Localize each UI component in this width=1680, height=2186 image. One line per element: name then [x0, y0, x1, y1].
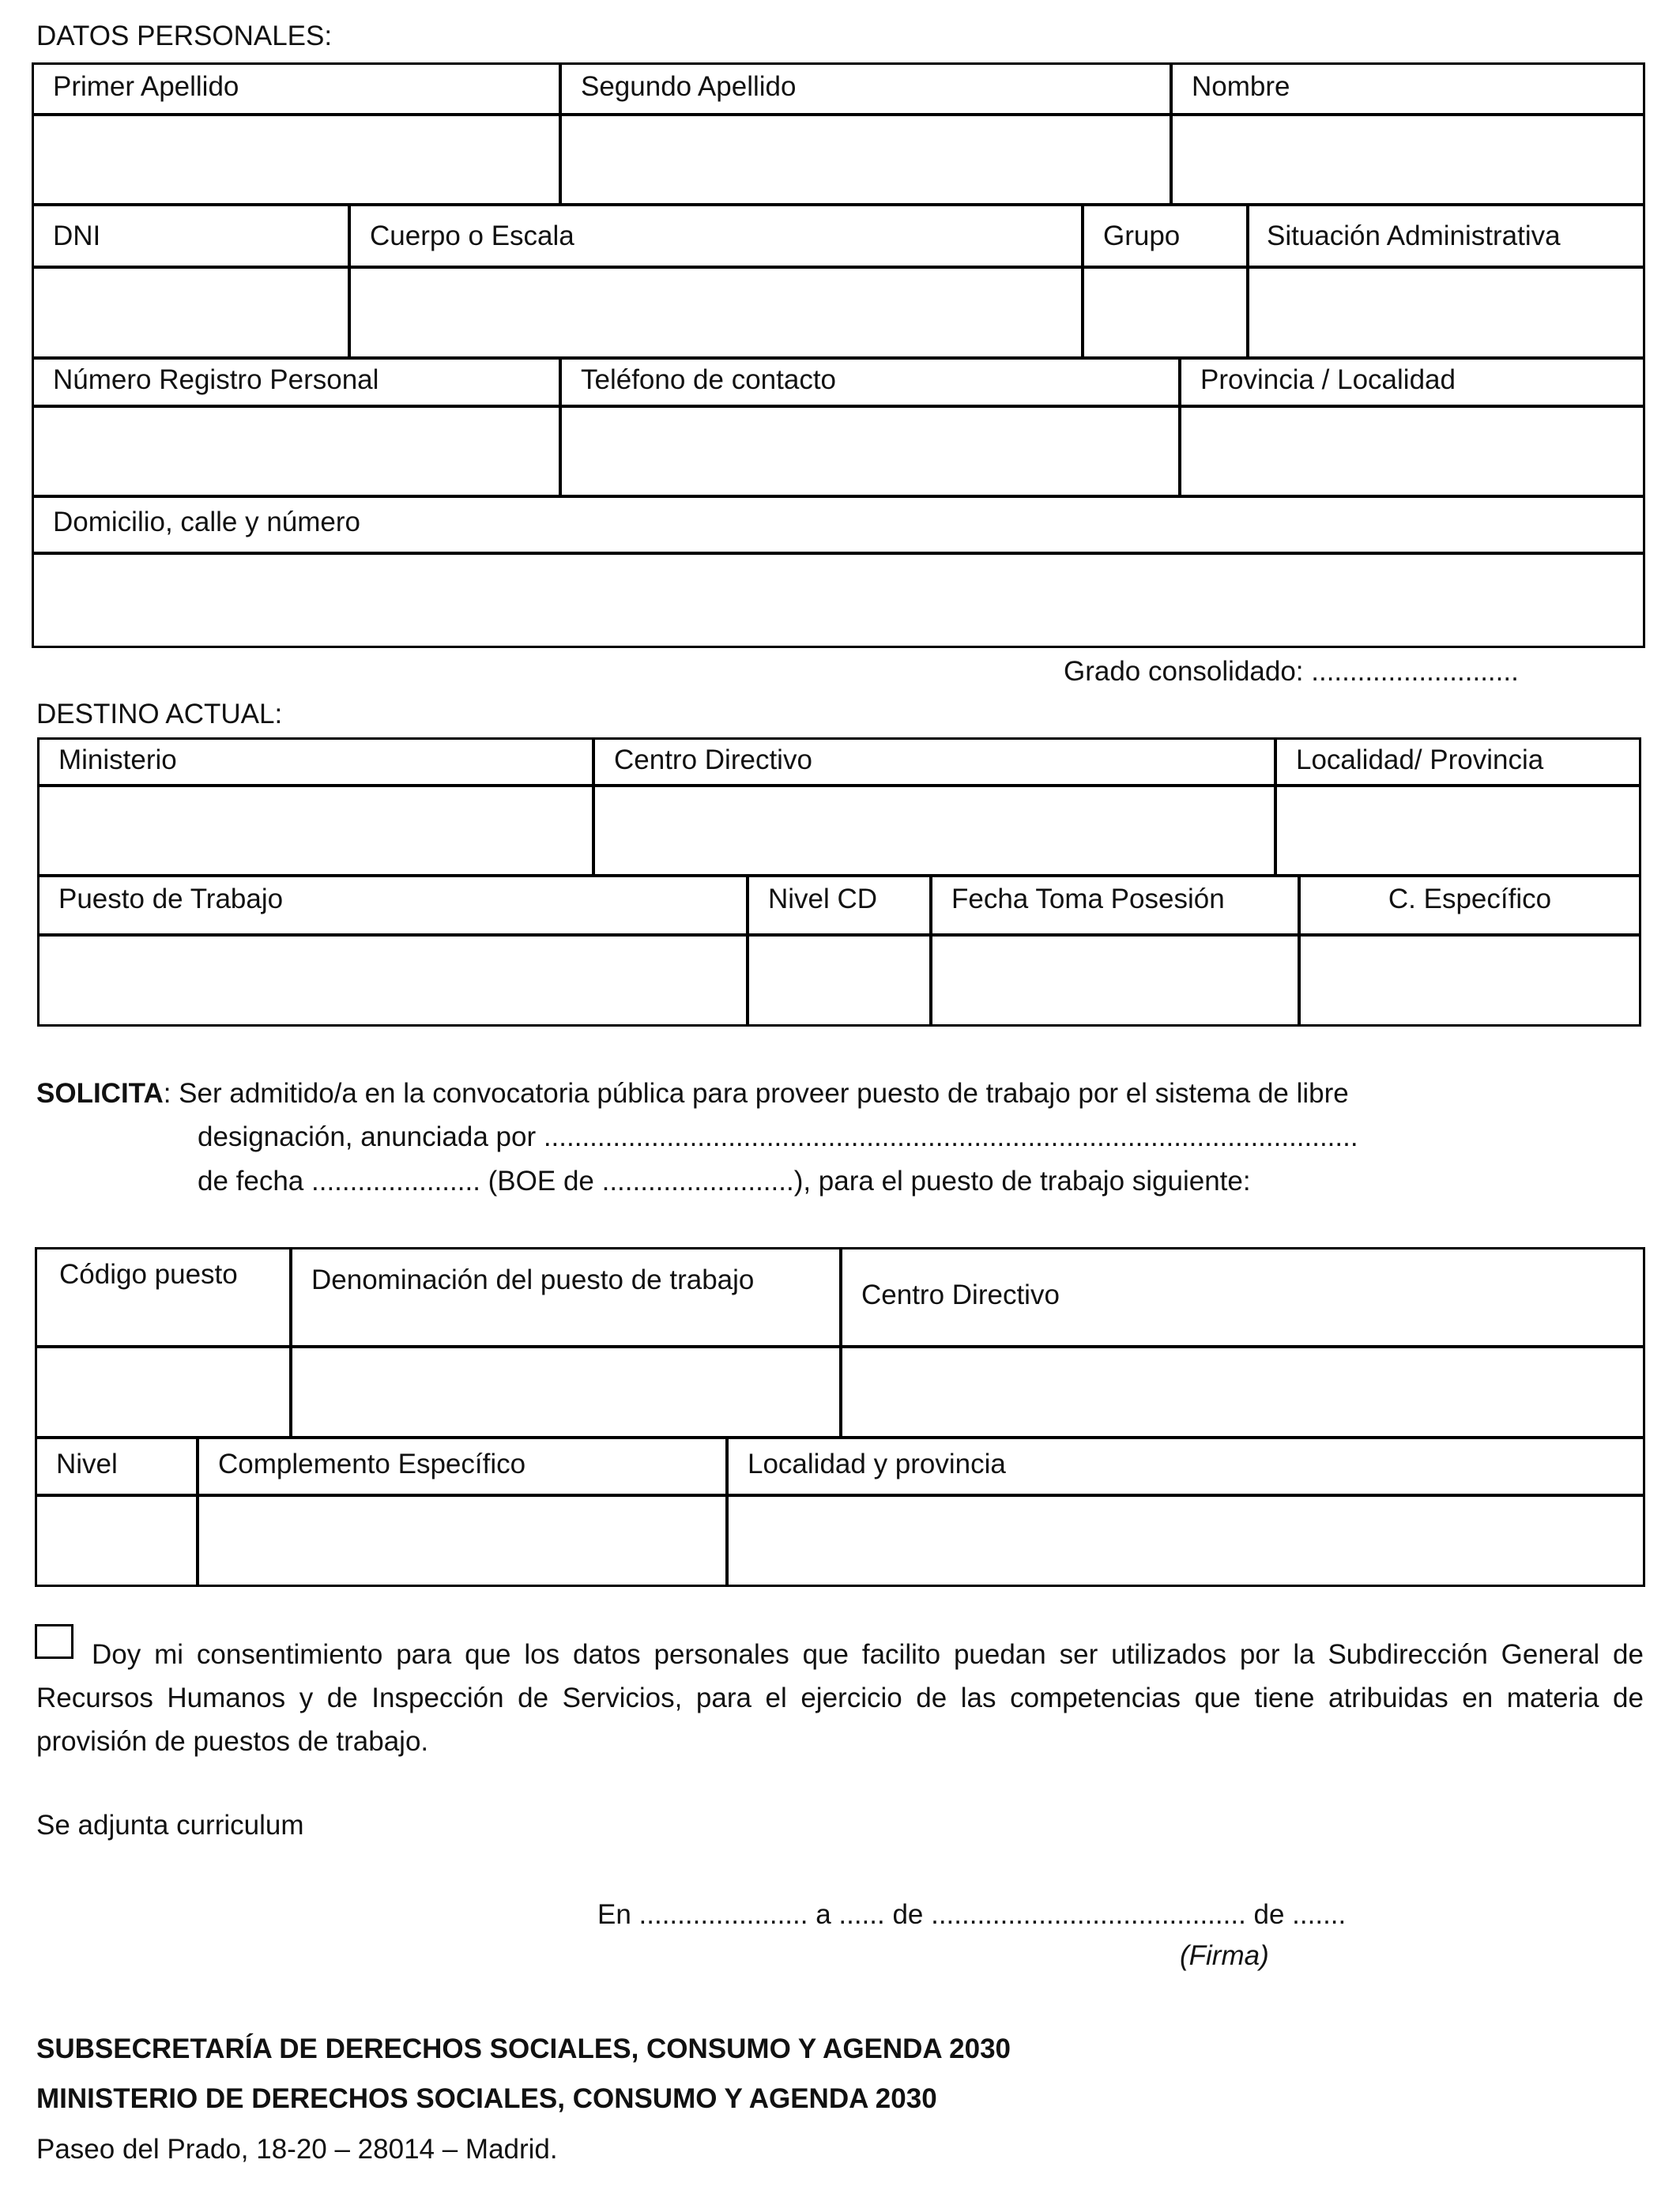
- input-dni[interactable]: [32, 266, 350, 359]
- input-ministerio[interactable]: [37, 785, 594, 876]
- input-grupo[interactable]: [1082, 266, 1249, 359]
- input-provincia-localidad[interactable]: [1179, 405, 1645, 497]
- input-centro-directivo[interactable]: [593, 785, 1276, 876]
- input-complemento-especifico[interactable]: [197, 1494, 728, 1587]
- label-numero-registro-personal: Número Registro Personal: [32, 357, 561, 407]
- input-nivel[interactable]: [35, 1494, 198, 1587]
- section-title-destino-actual: DESTINO ACTUAL:: [36, 699, 283, 729]
- section-title-datos-personales: DATOS PERSONALES:: [36, 21, 333, 51]
- input-situacion-administrativa[interactable]: [1247, 266, 1645, 359]
- solicita-line-3: de fecha ...................... (BOE de .........................), para el puesto de trabajo siguiente:: [198, 1166, 1251, 1197]
- input-numero-registro-personal[interactable]: [32, 405, 561, 497]
- label-nivel-cd: Nivel CD: [747, 875, 932, 936]
- input-domicilio[interactable]: [32, 552, 1645, 648]
- label-centro-directivo-puesto: Centro Directivo: [840, 1247, 1645, 1347]
- footer-address: Paseo del Prado, 18-20 – 28014 – Madrid.: [36, 2134, 558, 2165]
- label-centro-directivo: Centro Directivo: [593, 737, 1276, 786]
- input-c-especifico[interactable]: [1298, 934, 1641, 1027]
- input-cuerpo-escala[interactable]: [348, 266, 1083, 359]
- footer-subsecretaria: SUBSECRETARÍA DE DERECHOS SOCIALES, CONSUMO Y AGENDA 2030: [36, 2033, 1011, 2064]
- footer-ministerio: MINISTERIO DE DERECHOS SOCIALES, CONSUMO Y AGENDA 2030: [36, 2083, 937, 2114]
- label-puesto-trabajo: Puesto de Trabajo: [37, 875, 748, 936]
- input-fecha-toma-posesion[interactable]: [930, 934, 1300, 1027]
- label-localidad-y-provincia: Localidad y provincia: [726, 1437, 1645, 1496]
- label-grupo: Grupo: [1082, 204, 1249, 268]
- label-complemento-especifico: Complemento Específico: [197, 1437, 728, 1496]
- input-nombre[interactable]: [1170, 114, 1645, 205]
- solicita-line-1: [36, 1078, 1349, 1110]
- label-nombre: Nombre: [1170, 62, 1645, 115]
- label-cuerpo-escala: Cuerpo o Escala: [348, 204, 1083, 268]
- label-telefono: Teléfono de contacto: [559, 357, 1181, 407]
- input-denominacion-puesto[interactable]: [290, 1346, 842, 1438]
- label-denominacion-puesto: Denominación del puesto de trabajo: [290, 1247, 842, 1347]
- label-segundo-apellido: Segundo Apellido: [559, 62, 1172, 115]
- input-localidad-y-provincia[interactable]: [726, 1494, 1645, 1587]
- label-codigo-puesto: Código puesto: [35, 1247, 292, 1347]
- label-primer-apellido: Primer Apellido: [32, 62, 561, 115]
- label-c-especifico: C. Específico: [1298, 875, 1641, 936]
- input-telefono[interactable]: [559, 405, 1181, 497]
- label-fecha-toma-posesion: Fecha Toma Posesión: [930, 875, 1300, 936]
- input-localidad-provincia[interactable]: [1275, 785, 1641, 876]
- grado-consolidado: Grado consolidado: ...........................: [1064, 656, 1519, 687]
- solicita-text-1: : Ser admitido/a en la convocatoria pública para proveer puesto de trabajo por el sistema de libre: [163, 1078, 1349, 1109]
- label-situacion-administrativa: Situación Administrativa: [1247, 204, 1645, 268]
- label-nivel: Nivel: [35, 1437, 198, 1496]
- adjunta-curriculum: Se adjunta curriculum: [36, 1810, 304, 1841]
- label-ministerio: Ministerio: [37, 737, 594, 786]
- label-provincia-localidad: Provincia / Localidad: [1179, 357, 1645, 407]
- input-nivel-cd[interactable]: [747, 934, 932, 1027]
- input-codigo-puesto[interactable]: [35, 1346, 292, 1438]
- input-segundo-apellido[interactable]: [559, 114, 1172, 205]
- solicita-label: SOLICITA: [36, 1078, 164, 1109]
- label-localidad-provincia: Localidad/ Provincia: [1275, 737, 1641, 786]
- consent-text: Doy mi consentimiento para que los datos personales que facilito puedan ser utilizados por la Subdirección General de Recursos Humanos y de Inspección de Servicios, para el ejercicio de las competencias que tiene atribuidas en materia de provisión de puestos de trabajo.: [36, 1639, 1644, 1757]
- input-primer-apellido[interactable]: [32, 114, 561, 205]
- label-domicilio: Domicilio, calle y número: [32, 496, 1645, 554]
- firma-lugar-fecha: En ...................... a ...... de ......................................... de .......: [597, 1899, 1347, 1930]
- solicita-line-2: designación, anunciada por ..........................................................................................................: [198, 1121, 1358, 1152]
- input-centro-directivo-puesto[interactable]: [840, 1346, 1645, 1438]
- firma-label: (Firma): [1180, 1940, 1269, 1971]
- input-puesto-trabajo[interactable]: [37, 934, 748, 1027]
- label-dni: DNI: [32, 204, 350, 268]
